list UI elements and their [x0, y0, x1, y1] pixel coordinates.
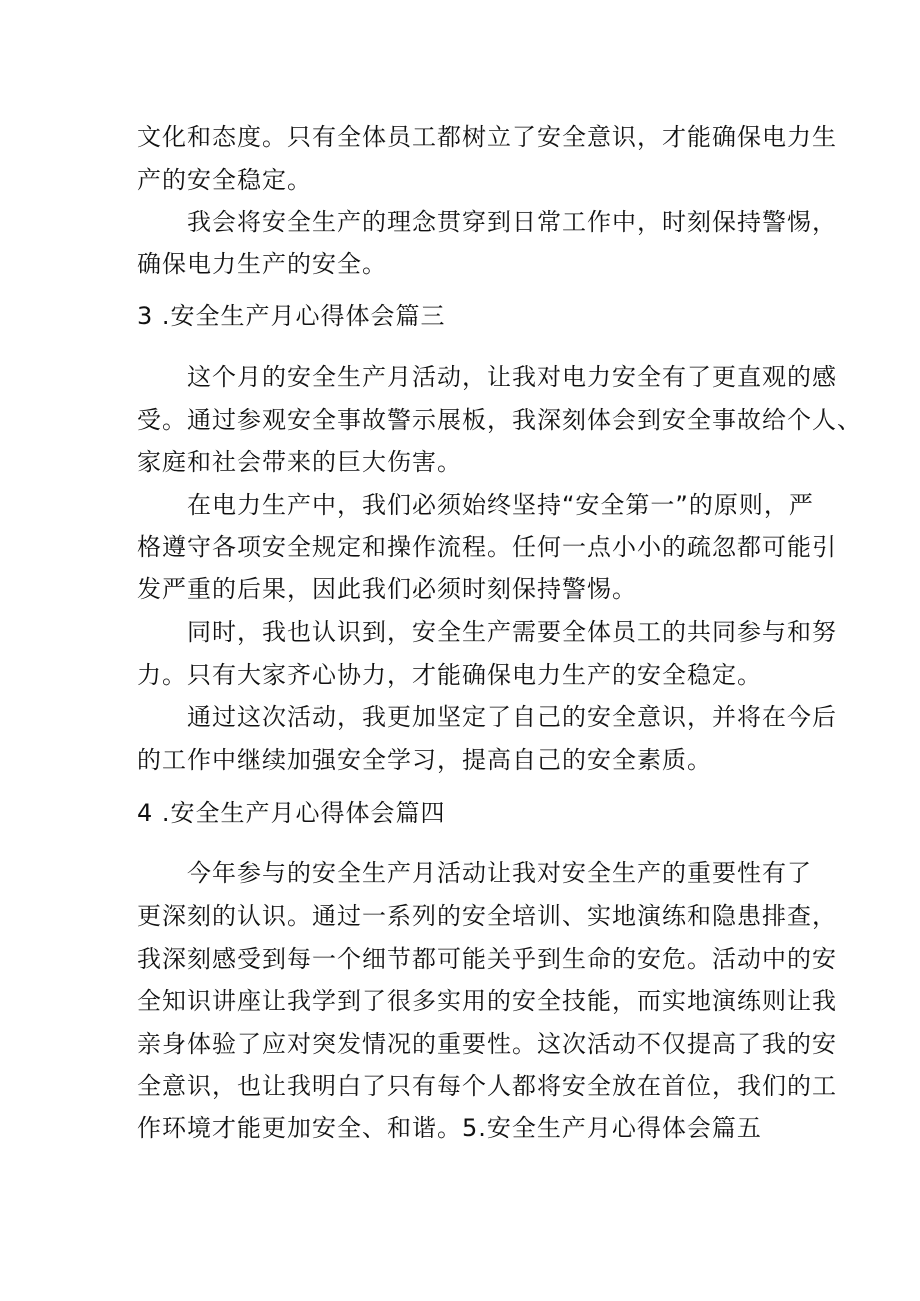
section-heading-3: 3 .安全生产月心得体会篇三 — [137, 302, 446, 330]
body-line: 全意识，也让我明白了只有每个人都将安全放在首位，我们的工 — [137, 1072, 837, 1100]
paragraph-first-line: 我会将安全生产的理念贯穿到日常工作中，时刻保持警惕， — [187, 208, 837, 236]
paragraph-first-line: 今年参与的安全生产月活动让我对安全生产的重要性有了 — [187, 859, 812, 887]
body-line: 产的安全稳定。 — [137, 166, 312, 194]
body-line: 我深刻感受到每一个细节都可能关乎到生命的安危。活动中的安 — [137, 945, 837, 973]
paragraph-first-line: 同时，我也认识到，安全生产需要全体员工的共同参与和努 — [187, 618, 837, 646]
body-line: 亲身体验了应对突发情况的重要性。这次活动不仅提高了我的安 — [137, 1030, 837, 1058]
paragraph-first-line: 在电力生产中，我们必须始终坚持“安全第一”的原则，严 — [187, 491, 814, 519]
body-line: 力。只有大家齐心协力，才能确保电力生产的安全稳定。 — [137, 661, 762, 689]
body-line: 的工作中继续加强安全学习，提高自己的安全素质。 — [137, 746, 712, 774]
body-line: 受。通过参观安全事故警示展板，我深刻体会到安全事故给个人、 — [137, 406, 862, 434]
section-heading-4: 4 .安全生产月心得体会篇四 — [137, 799, 446, 827]
body-line: 家庭和社会带来的巨大伤害。 — [137, 448, 462, 476]
paragraph-first-line: 这个月的安全生产月活动，让我对电力安全有了更直观的感 — [187, 363, 837, 391]
body-line: 格遵守各项安全规定和操作流程。任何一点小小的疏忽都可能引 — [137, 533, 837, 561]
body-line: 发严重的后果，因此我们必须时刻保持警惕。 — [137, 575, 637, 603]
body-line: 更深刻的认识。通过一系列的安全培训、实地演练和隐患排查， — [137, 902, 837, 930]
body-line: 作环境才能更加安全、和谐。5.安全生产月心得体会篇五 — [137, 1114, 762, 1142]
body-line: 确保电力生产的安全。 — [137, 250, 387, 278]
paragraph-first-line: 通过这次活动，我更加坚定了自己的安全意识，并将在今后 — [187, 703, 837, 731]
body-line: 全知识讲座让我学到了很多实用的安全技能，而实地演练则让我 — [137, 987, 837, 1015]
body-line: 文化和态度。只有全体员工都树立了安全意识，才能确保电力生 — [137, 123, 837, 151]
